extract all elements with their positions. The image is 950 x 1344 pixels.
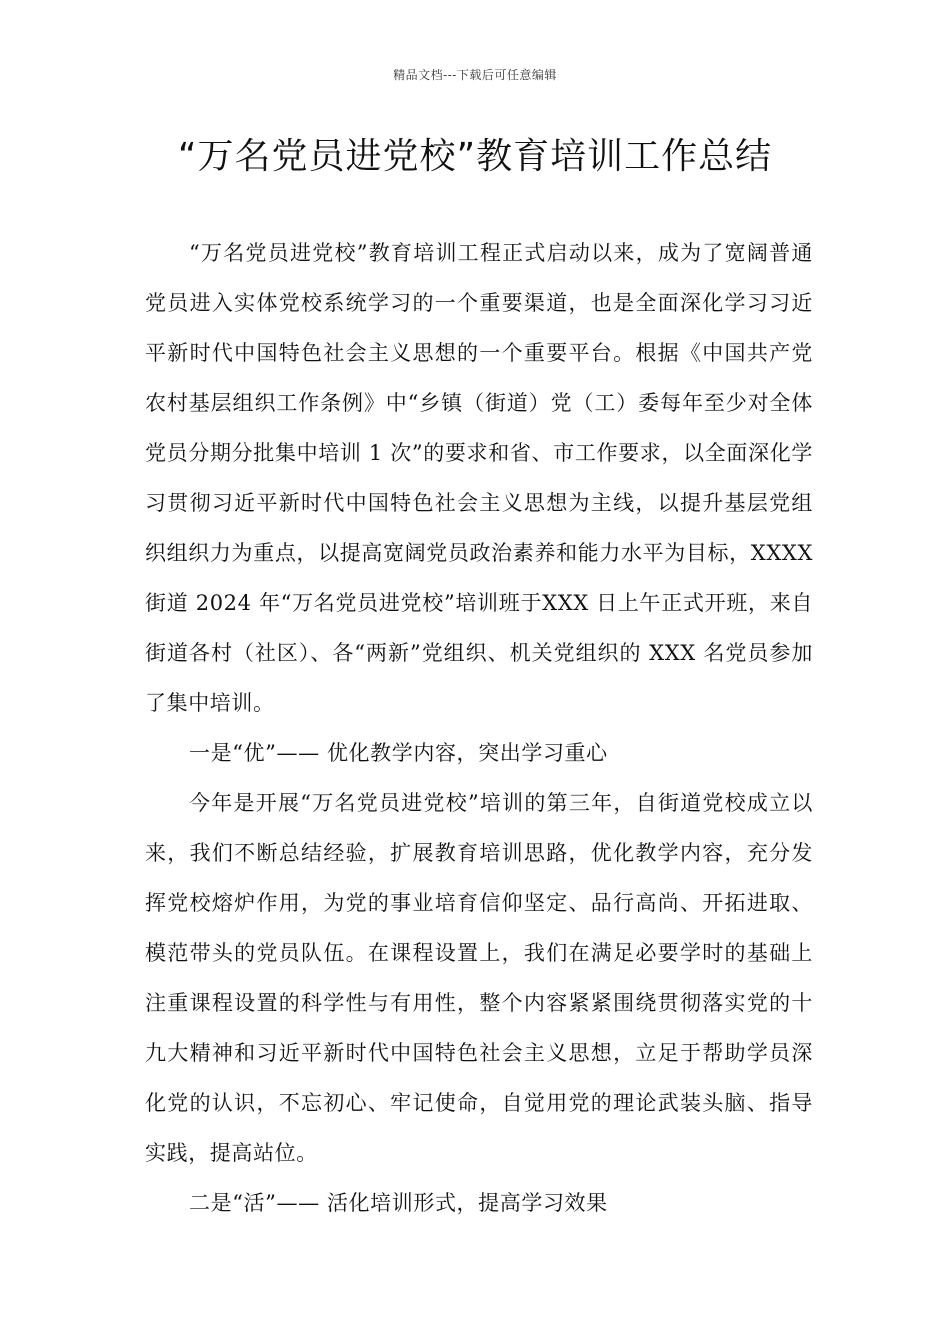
document-title: “万名党员进党校”教育培训工作总结	[177, 136, 773, 177]
paragraph-section-1: 今年是开展“万名党员进党校”培训的第三年，自街道党校成立以来，我们不断总结经验，扩展教育培训思路，优化教学内容，充分发挥党校熔炉作用，为党的事业培育信仰坚定、品行高尚、开拓进取、模范带头的党员队伍。在课程设置上，我们在满足必要学时的基础上注重课程设置的科学性与有用性，整个内容紧紧围绕贯彻落实党的十九大精神和习近平新时代中国特色社会主义思想，立足于帮助学员深化党的认识，不忘初心、牢记使命，自觉用党的理论武装头脑、指导实践，提高站位。	[145, 791, 813, 1165]
section-heading-1: 一是“优”—— 优化教学内容，突出学习重心	[189, 741, 608, 765]
paragraph-intro: “万名党员进党校”教育培训工程正式启动以来，成为了宽阔普通党员进入实体党校系统学习的一个重要渠道，也是全面深化学习习近平新时代中国特色社会主义思想的一个重要平台。根据《中国共产党农村基层组织工作条例》中“乡镇（街道）党（工）委每年至少对全体党员分期分批集中培训 1 次”的要求和省、市工作要求，以全面深化学习贯彻习近平新时代中国特色社会主义思想为主线，以提升基层党组织组织力为重点，以提高宽阔党员政治素养和能力水平为目标，XXXX 街道 2024 年“万名党员进党校”培训班于XXX 日上午正式开班，来自街道各村（社区）、各“两新”党组织、机关党组织的 XXX 名党员参加了集中培训。	[145, 241, 813, 715]
header-note: 精品文档---下载后可任意编辑	[393, 68, 557, 82]
document-body	[145, 228, 813, 1228]
section-heading-2: 二是“活”—— 活化培训形式，提高学习效果	[189, 1191, 608, 1215]
